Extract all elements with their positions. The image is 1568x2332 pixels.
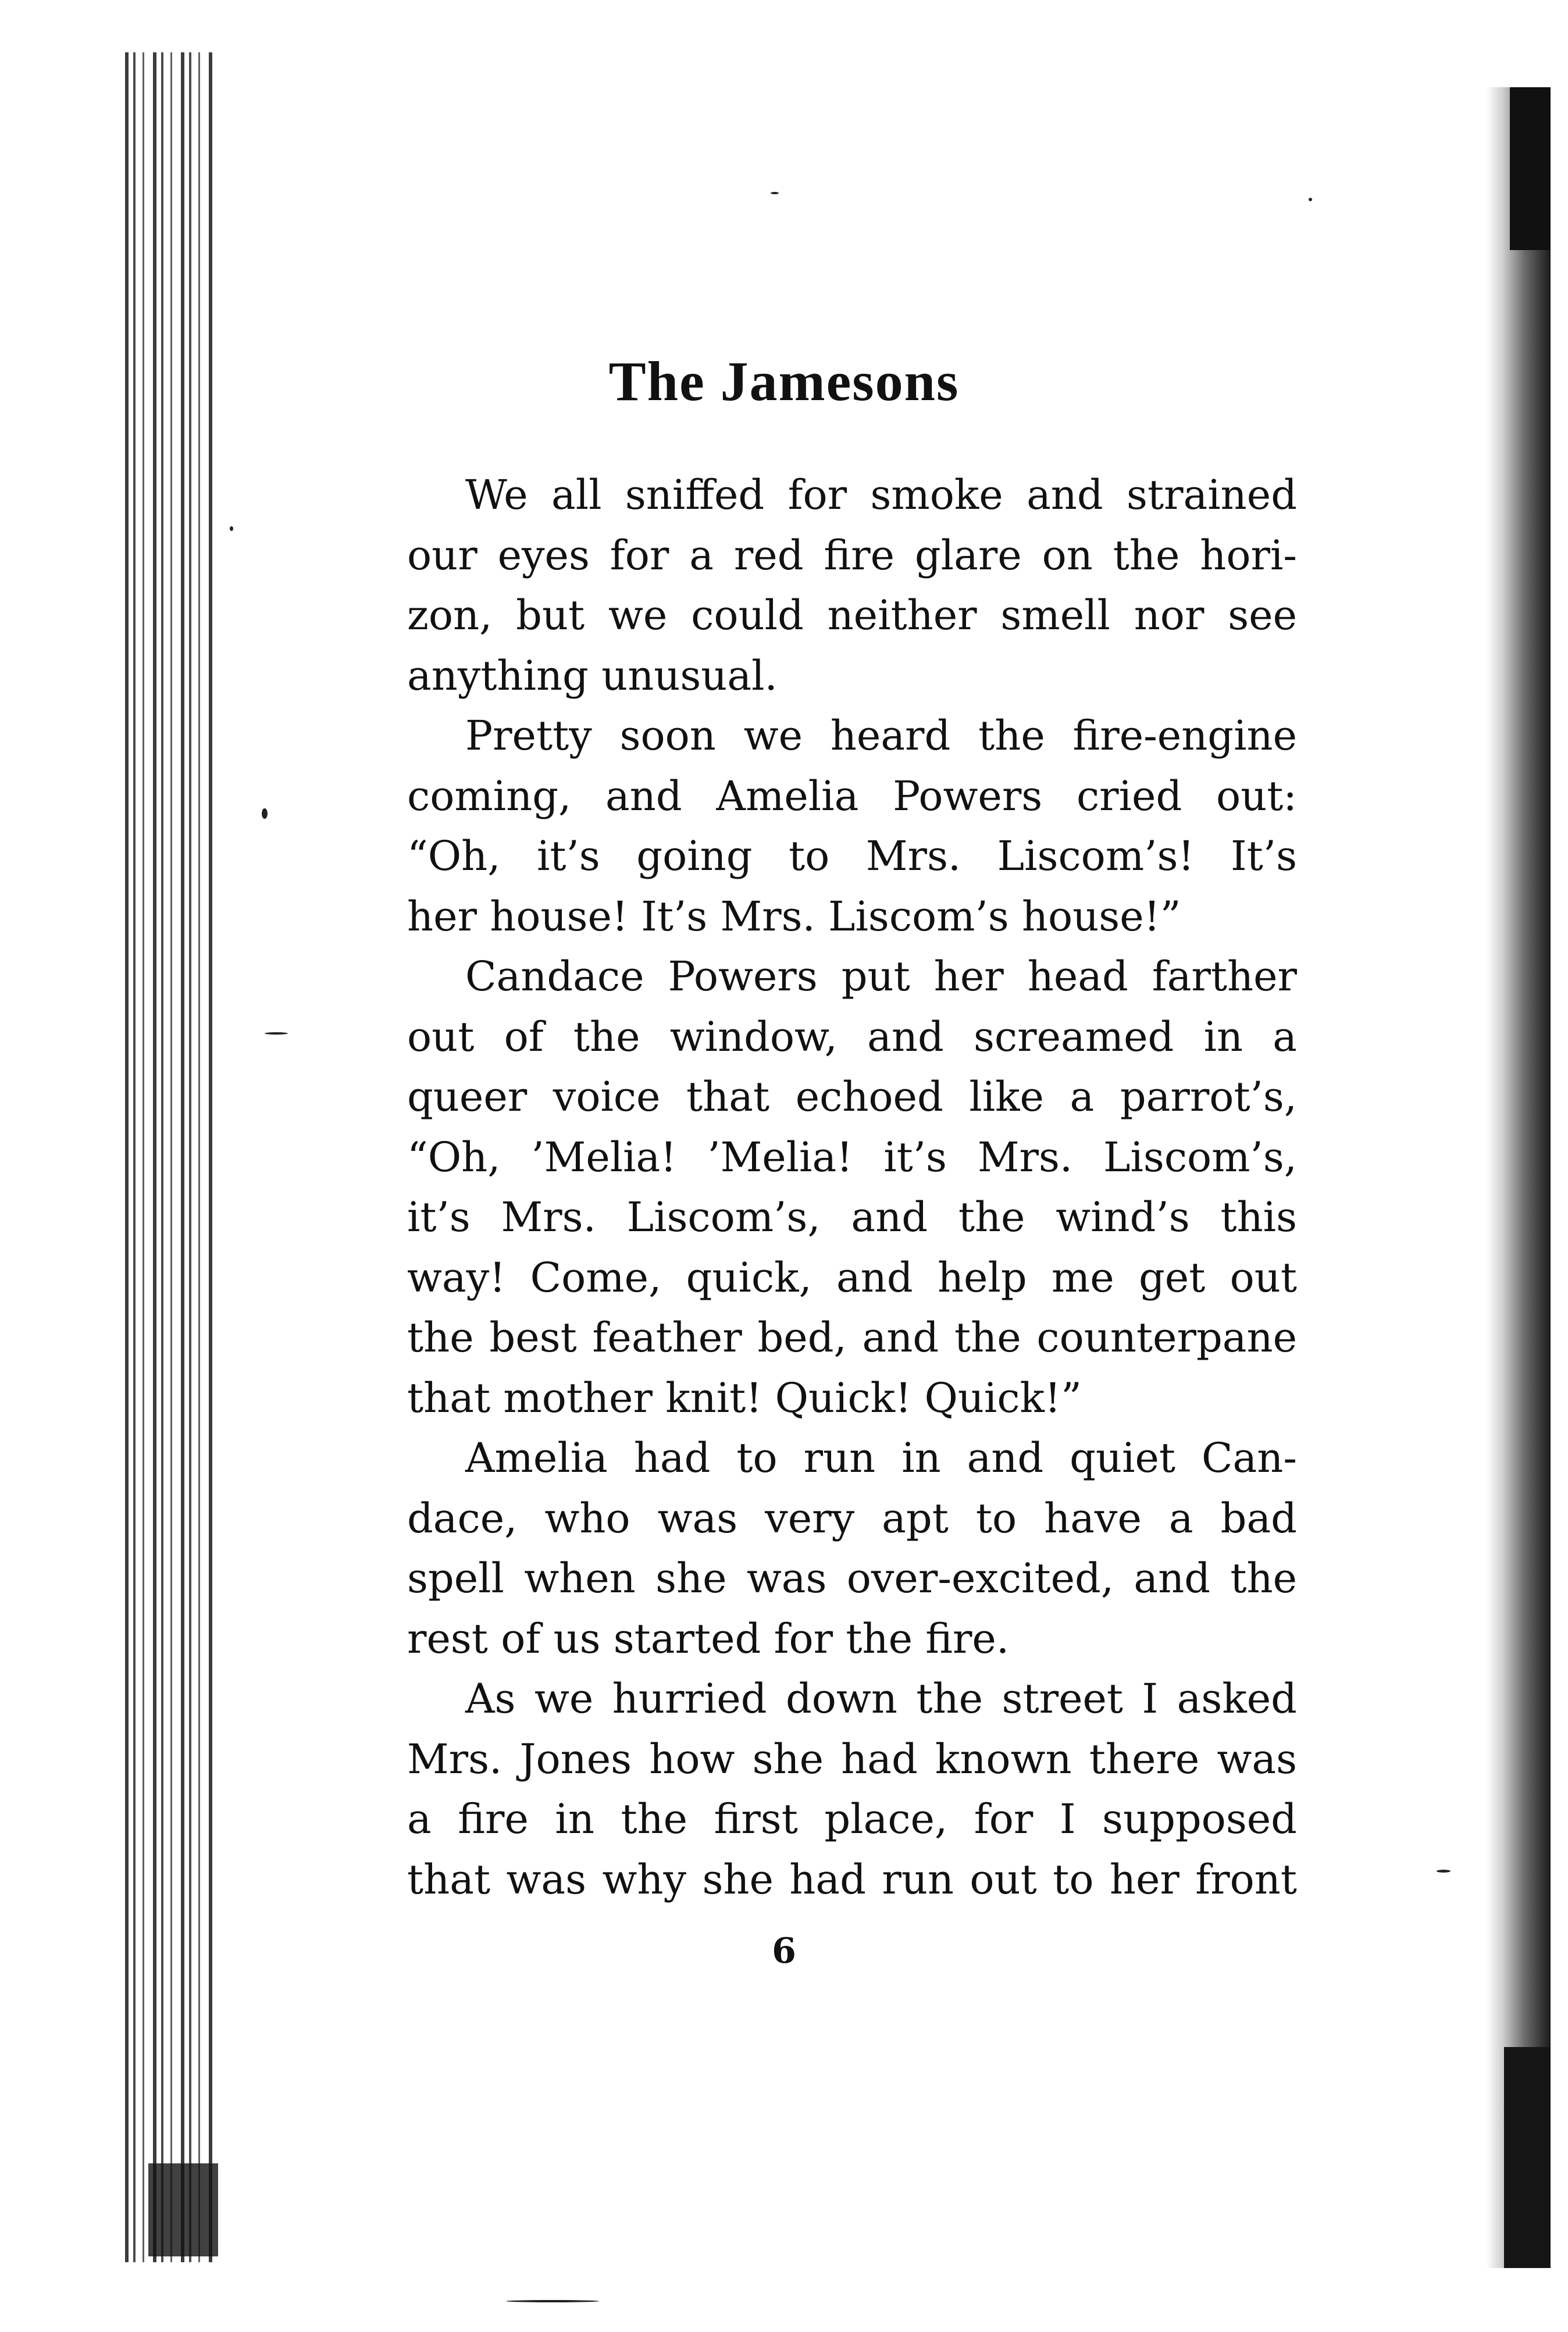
text-line: Amelia had to run in and quiet Can- <box>465 1434 1297 1482</box>
text-line: anything unusual. <box>407 651 778 700</box>
text-line: dace, who was very apt to have a bad <box>407 1494 1297 1542</box>
right-binding-shadow-top <box>1510 87 1551 250</box>
scan-speck <box>230 526 233 531</box>
text-line: out of the window, and screamed in a <box>407 1012 1297 1061</box>
text-line: the best feather bed, and the counterpane <box>407 1314 1297 1361</box>
right-binding-shadow-bottom <box>1504 2047 1551 2268</box>
text-line: our eyes for a red fire glare on the hori- <box>407 531 1297 579</box>
text-line: Pretty soon we heard the fire-engine <box>465 712 1297 759</box>
text-line: that was why she had run out to her front <box>407 1855 1297 1903</box>
text-line: Mrs. Jones how she had known there was <box>407 1735 1297 1783</box>
text-line: coming, and Amelia Powers cried out: <box>407 772 1297 820</box>
text-line: Candace Powers put her head farther <box>465 953 1297 1000</box>
text-line: zon, but we could neither smell nor see <box>407 591 1297 639</box>
text-line: way! Come, quick, and help me get out <box>407 1253 1297 1302</box>
text-line: a fire in the first place, for I supposed <box>407 1795 1297 1843</box>
text-line: that mother knit! Quick! Quick!” <box>407 1374 1082 1422</box>
text-line: queer voice that echoed like a parrot’s, <box>407 1073 1297 1121</box>
text-line: “Oh, it’s going to Mrs. Liscom’s! It’s <box>407 832 1297 880</box>
scan-speck <box>265 1032 288 1035</box>
text-line: “Oh, ’Melia! ’Melia! it’s Mrs. Liscom’s, <box>407 1133 1297 1181</box>
text-line: it’s Mrs. Liscom’s, and the wind’s this <box>407 1193 1297 1241</box>
scan-speck <box>1437 1870 1451 1873</box>
text-line: rest of us started for the fire. <box>407 1614 1010 1663</box>
text-line: As we hurried down the street I asked <box>465 1675 1297 1723</box>
scan-speck <box>771 192 779 194</box>
running-head: The Jamesons <box>608 350 960 412</box>
scan-speck <box>1309 198 1312 201</box>
body-text <box>407 465 1297 1910</box>
text-line: We all sniffed for smoke and strained <box>465 471 1297 519</box>
scan-speck <box>506 2300 599 2302</box>
text-line: spell when she was over-excited, and the <box>407 1554 1297 1602</box>
text-line: her house! It’s Mrs. Liscom’s house!” <box>407 892 1181 940</box>
page-number: 6 <box>772 1931 796 1971</box>
left-binding-shadow <box>148 2163 218 2256</box>
scan-speck <box>262 808 268 819</box>
